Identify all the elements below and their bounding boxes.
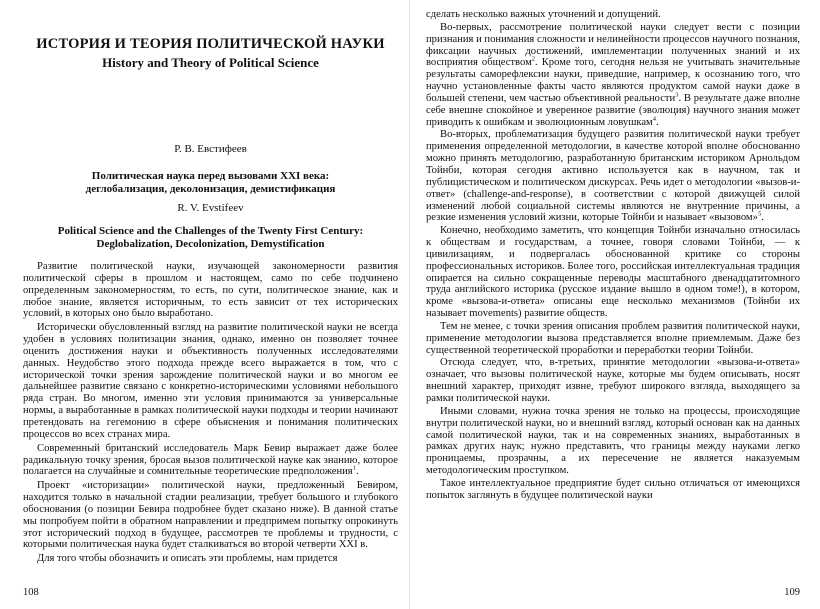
paragraph: Во-первых, рассмотрение политической науки следует вести с позиции признания и понимания сложности и нелинейности процессов научного познания, фиксации научных достижений, имплементации полученных знаний и их восприятия обществом$^2$. Кроме того, сегодня нельзя не учитывать значительные результаты саморефлексии науки, приведшие, например, к осознанию того, что научно установленные факты часто являются продуктом самой науки даже в большей степени, чем частью объективной реальности$^3$. В результате даже вполне себе внешне спокойное и уверенное развитие (эволюция) научного знания может приводить к ошибкам и эволюционным ловушкам$^4$. [426, 21, 800, 128]
paragraph: Во-вторых, проблематизация будущего развития политической науки требует применения определенной методологии, в качестве которой вполне обоснованно можно принять методологию, разработанную британским историком Арнольдом Тойнби, которая сегодня активно используется как в научном, так и публицистическом и политическом дискурсах. Речь идет о методологии «вызов-и-ответ» (challenge-and-response), в соответствии с которой движущей силой изменений любой социальной системы являются не внутренние причины, а резкие изменения условий жизни, которые Тойнби и называет «вызовом»$^5$. [426, 129, 800, 224]
paragraph: Развитие политической науки, изучающей закономерности развития политической сферы в прошлом и настоящем, само по себе подчинено определенным закономерностям, то есть, по сути, политическое знание, как и любое знание, является историчным, то есть зависит от тех исторических условий, в которых оно было выработано. [23, 261, 398, 320]
footnote-ref[interactable]: 2 [531, 55, 536, 63]
right-page [410, 0, 820, 609]
left-body-text [23, 261, 398, 565]
paragraph: Современный британский исследователь Марк Бевир выражает даже более радикальную точку зрения, бросая вызов политической науке как знанию, которое полагается на случайные и сомнительные теоретические предположения$^1$. [23, 442, 398, 478]
article-title-en [23, 225, 398, 251]
right-body-text [426, 9, 800, 502]
paragraph: Для того чтобы обозначить и описать эти проблемы, нам придется [37, 553, 338, 565]
footnote-ref[interactable]: 4 [652, 115, 656, 123]
section-subtitle: History and Theory of Political Science [102, 55, 319, 70]
paragraph: Проект «историзации» политической науки, предложенный Бевиром, находится только в начальной стадии реализации, требует большого и глубокого обоснования (о позиции Бевира подробнее будет сказано ниже). В данной статье мы попробуем пойти в обратном направлении и предпримем попытку опрокинуть этот исторический подход в будущее, рассмотрев те проблемы и трудности, с которыми политическая наука будет сталкиваться во второй четверти XXI в. [23, 480, 398, 551]
paragraph: Отсюда следует, что, в-третьих, принятие методологии «вызова-и-ответа» означает, что вызовы политической науке, которые мы будем описывать, носят внешний характер, приходят извне, требуют широкого взгляда, выходящего за рамки политической науки. [426, 357, 800, 404]
paragraph: Иными словами, нужна точка зрения не только на процессы, происходящие внутри политической науки, но и внешний взгляд, который основан как на данных самой политической науки, так и на современных знаниях, выработанных в рамках других наук; нужно представить, что границы между науками легко проницаемы, прозрачны, а их пересечение не является наказуемым методологическим проступком. [426, 405, 800, 477]
paragraph: Такое интеллектуальное предприятие будет сильно отличаться от имеющихся попыток заглянуть в будущее политической науки [426, 477, 800, 501]
paragraph: сделать несколько важных уточнений и допущений. [426, 9, 661, 20]
footnote-ref[interactable]: 3 [675, 91, 679, 99]
page-number-right: 109 [784, 587, 800, 598]
article-title-ru-line2: деглобализация, деколонизация, демистификация [85, 183, 336, 195]
paragraph: Конечно, необходимо заметить, что концепция Тойнби изначально относилась к обществам и государствам, а точнее, говоря словами Тойнби, — к цивилизациям, и подвергалась обоснованной критике со стороны профессиональных историков. Более того, российская интеллектуальная традиция опирается на сильно сокращенные переводы масштабного двенадцатитомного труда английского историка (русское издание вышло в одном томе!), в котором, кроме «вызова-и-ответа» описаны еще несколько механизмов (Тойнби их называет movements) развитие обществ. [426, 225, 800, 320]
footnote-ref[interactable]: 1 [352, 464, 356, 472]
section-title: ИСТОРИЯ И ТЕОРИЯ ПОЛИТИЧЕСКОЙ НАУКИ [36, 36, 385, 52]
paragraph: Тем не менее, с точки зрения описания проблем развития политической науки, применение методологии вызова представляется вполне приемлемым. Даже без существенной теоретической проработки и переработки теории Тойнби. [426, 320, 800, 356]
article-title-en-line1: Political Science and the Challenges of the Twenty First Century: [57, 225, 364, 237]
page-number-left: 108 [23, 587, 39, 598]
article-title-ru-line1: Политическая наука перед вызовами XXI века: [91, 170, 330, 182]
author-name-ru: Р. В. Евстифеев [174, 143, 247, 155]
article-title-ru [23, 170, 398, 196]
article-title-en-line2: Deglobalization, Decolonization, Demystification [96, 238, 325, 250]
author-name-en: R. V. Evstifeev [177, 202, 244, 214]
footnote-ref[interactable]: 5 [757, 210, 762, 218]
paragraph: Исторически обусловленный взгляд на развитие политической науки не всегда удобен в условиях политизации знания, однако, именно он позволяет точнее оценить достижения науки и объективность полученных исследователями данных. Неудобство этого подхода прежде всего выражается в том, что с исторической точки зрения зарождение политической науки и во многом ее дальнейшее развитие связано с конкретно-историческими условиями небольшого ряда стран. Во многом, именно эти условия принимаются за универсальные нормы, а выработанные в рамках политической науки подходы и теории начинают претендовать на гегемонию в сфере объяснения и понимания политических процессов во всех странах мира. [23, 322, 398, 440]
